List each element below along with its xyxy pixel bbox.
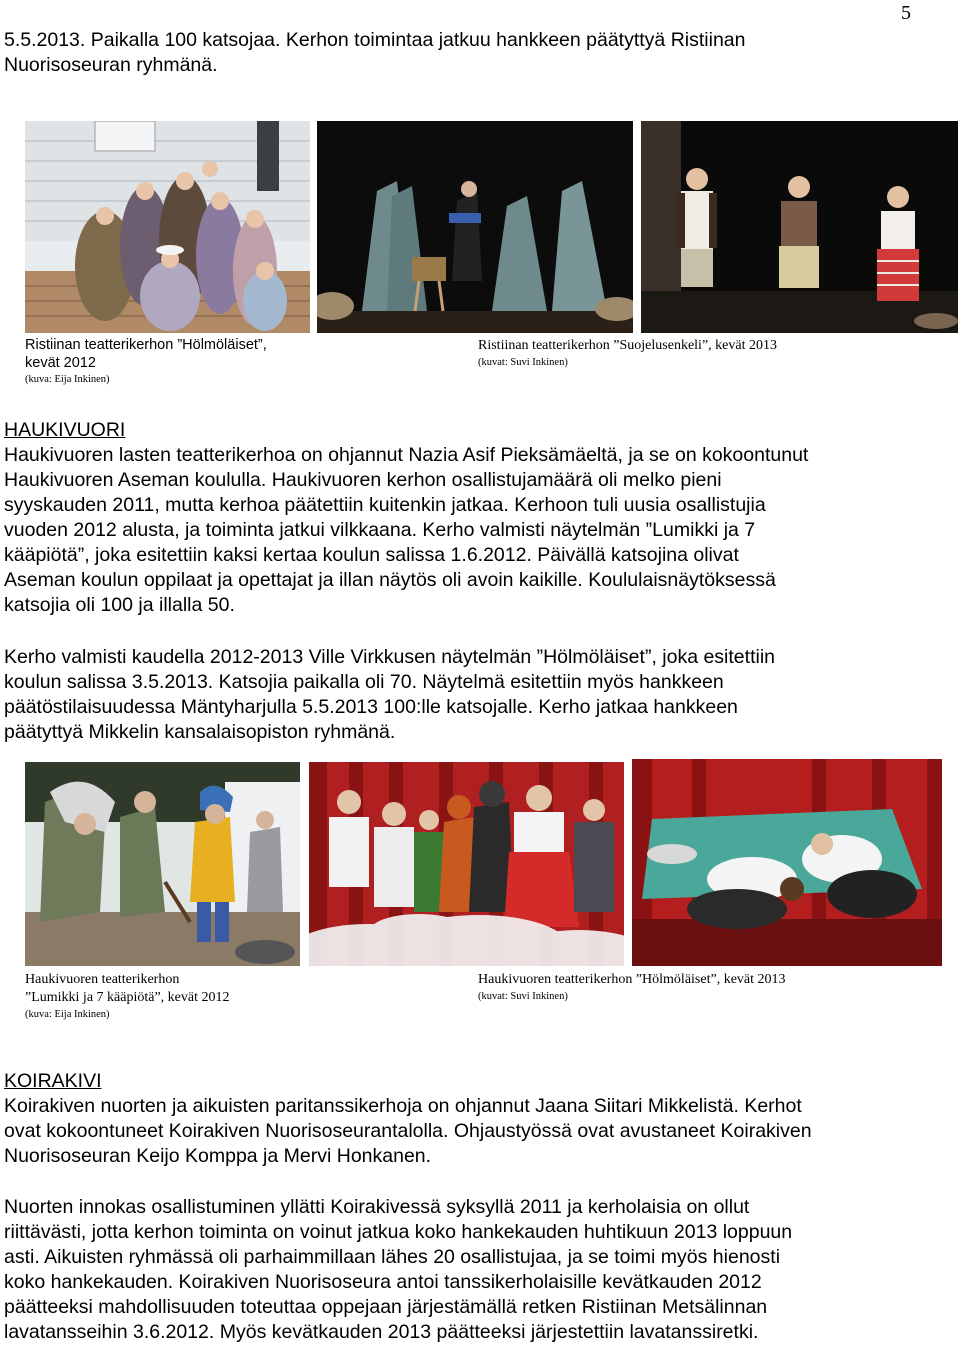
photo-suojelusenkeli-children bbox=[641, 121, 958, 333]
photo-credit: (kuvat: Suvi Inkinen) bbox=[478, 991, 568, 1002]
photo-credit: (kuvat: Suvi Inkinen) bbox=[478, 357, 568, 368]
text-line: koulun salissa 3.5.2013. Katsojia paikalla oli 70. Näytelmä esitettiin myös hankkeen bbox=[4, 671, 724, 693]
text-line: riittävästi, jotta kerhon toiminta on voinut jatkua koko hankekauden huhtikuun 2013 loppuun bbox=[4, 1221, 793, 1243]
text-line: päätyttyä Mikkelin kansalaisopiston ryhmänä. bbox=[4, 721, 396, 743]
photo-caption-holmolaiset-2013 bbox=[478, 971, 948, 1004]
caption-line: kevät 2012 bbox=[25, 355, 96, 371]
section-heading-haukivuori: HAUKIVUORI bbox=[4, 419, 126, 441]
section-heading-koirakivi: KOIRAKIVI bbox=[4, 1070, 102, 1092]
text-line: Haukivuoren Aseman koululla. Haukivuoren kerhon osallistujamäärä oli melko pieni bbox=[4, 469, 722, 491]
caption-line: Haukivuoren teatterikerhon bbox=[25, 972, 180, 987]
text-line: Aseman koulun oppilaat ja opettajat ja illan näytös oli avoin kaikille. Koululaisnäytöksessä bbox=[4, 569, 776, 591]
text-line: syyskauden 2011, mutta kerhoa päätettiin kuitenkin jatkaa. Kerhoon tuli uusia osallistujia bbox=[4, 494, 766, 516]
caption-line: Haukivuoren teatterikerhon ”Hölmöläiset”, kevät 2013 bbox=[478, 972, 786, 987]
text-line: päätöstilaisuudessa Mäntyharjulla 5.5.2013 100:lle katsojalle. Kerho jatkaa hankkeen bbox=[4, 696, 738, 718]
photo-lumikki-dwarfs bbox=[25, 762, 300, 966]
caption-line: Ristiinan teatterikerhon ”Hölmöläiset”, bbox=[25, 337, 267, 353]
photo-credit: (kuva: Eija Inkinen) bbox=[25, 1009, 110, 1020]
text-line: koko hankekauden. Koirakiven Nuorisoseura antoi tanssikerholaisille kevätkauden 2012 bbox=[4, 1271, 762, 1293]
photo-caption-lumikki bbox=[25, 971, 425, 1022]
haukivuori-paragraph-2 bbox=[4, 645, 954, 745]
text-line: lavatansseihin 3.6.2012. Myös kevätkauden 2013 päätteeksi järjestettiin lavatanssiretki. bbox=[4, 1321, 759, 1343]
text-line: Nuorisoseuran ryhmänä. bbox=[4, 54, 218, 76]
text-line: vuoden 2012 alusta, ja toiminta jatkui vilkkaana. Kerho valmisti näytelmän ”Lumikki ja 7 bbox=[4, 519, 756, 541]
text-line: Kerho valmisti kaudella 2012-2013 Ville Virkkusen näytelmän ”Hölmöläiset”, joka esitettiin bbox=[4, 646, 776, 668]
intro-paragraph bbox=[4, 28, 864, 78]
text-line: Nuorten innokas osallistuminen yllätti Koirakivessä syksyllä 2011 ja kerholaisia on ollut bbox=[4, 1196, 750, 1218]
text-line: Koirakiven nuorten ja aikuisten paritanssikerhoja on ohjannut Jaana Siitari Mikkelistä. Kerhot bbox=[4, 1095, 802, 1117]
photo-suojelusenkeli-stage bbox=[317, 121, 633, 333]
text-line: Haukivuoren lasten teatterikerhoa on ohjannut Nazia Asif Pieksämäeltä, ja se on kokoontunut bbox=[4, 444, 809, 466]
koirakivi-paragraph-1 bbox=[4, 1094, 954, 1169]
photo-holmolaiset-group bbox=[25, 121, 310, 333]
text-line: ovat kokoontuneet Koirakiven Nuorisoseurantalolla. Ohjaustyössä ovat avustaneet Koirakiven bbox=[4, 1120, 812, 1142]
photo-caption-holmolaiset bbox=[25, 336, 310, 387]
haukivuori-paragraph-1 bbox=[4, 443, 954, 618]
text-line: kääpiötä”, joka esitettiin kaksi kertaa koulun salissa 1.6.2012. Päivällä katsojina olivat bbox=[4, 544, 739, 566]
photo-credit: (kuva: Eija Inkinen) bbox=[25, 374, 110, 385]
photo-caption-suojelusenkeli bbox=[478, 337, 948, 370]
caption-line: Ristiinan teatterikerhon ”Suojelusenkeli”, kevät 2013 bbox=[478, 338, 777, 353]
photo-holmolaiset-stage bbox=[309, 762, 624, 966]
caption-line: ”Lumikki ja 7 kääpiötä”, kevät 2012 bbox=[25, 990, 230, 1005]
text-line: 5.5.2013. Paikalla 100 katsojaa. Kerhon toimintaa jatkuu hankkeen päätyttyä Ristiinan bbox=[4, 29, 746, 51]
text-line: katsojia oli 100 ja illalla 50. bbox=[4, 594, 235, 616]
page-number: 5 bbox=[901, 2, 911, 24]
koirakivi-paragraph-2 bbox=[4, 1195, 954, 1345]
text-line: Nuorisoseuran Keijo Komppa ja Mervi Honkanen. bbox=[4, 1145, 432, 1167]
text-line: asti. Aikuisten ryhmässä oli parhaimmillaan lähes 20 osallistujaa, ja se toimi myös hienosti bbox=[4, 1246, 781, 1268]
photo-holmolaiset-crawling bbox=[632, 759, 942, 966]
text-line: päätteeksi mahdollisuuden toteuttaa oppejaan järjestämällä retken Ristiinan Metsälinnan bbox=[4, 1296, 768, 1318]
